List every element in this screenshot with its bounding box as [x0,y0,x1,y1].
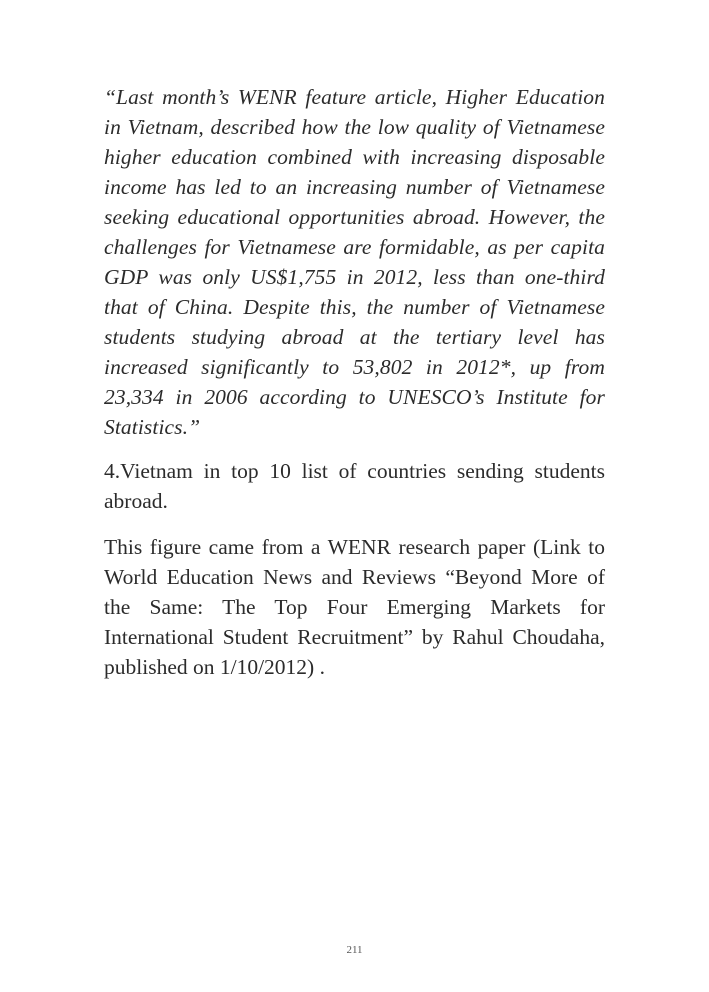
numbered-point: 4.Vietnam in top 10 list of countries sending students abroad. [104,459,605,513]
page-number: 211 [346,944,363,956]
source-paragraph: This figure came from a WENR research paper (Link to World Education News and Reviews “Beyond More of the Same: The Top Four Emerging Markets for International Student Recruitment” by Rahul Choudaha, published on 1/10/2012) . [104,535,605,679]
page-body [104,82,605,682]
quoted-excerpt: “Last month’s WENR feature article, Higher Education in Vietnam, described how the low quality of Vietnamese higher education combined with increasing disposable income has led to an increasing number of Vietnamese seeking educational opportunities abroad. However, the challenges for Vietnamese are formidable, as per capita GDP was only US$1,755 in 2012, less than one-third that of China. Despite this, the number of Vietnamese students studying abroad at the tertiary level has increased significantly to 53,802 in 2012*, up from 23,334 in 2006 according to UNESCO’s Institute for Statistics.” [104,85,605,439]
